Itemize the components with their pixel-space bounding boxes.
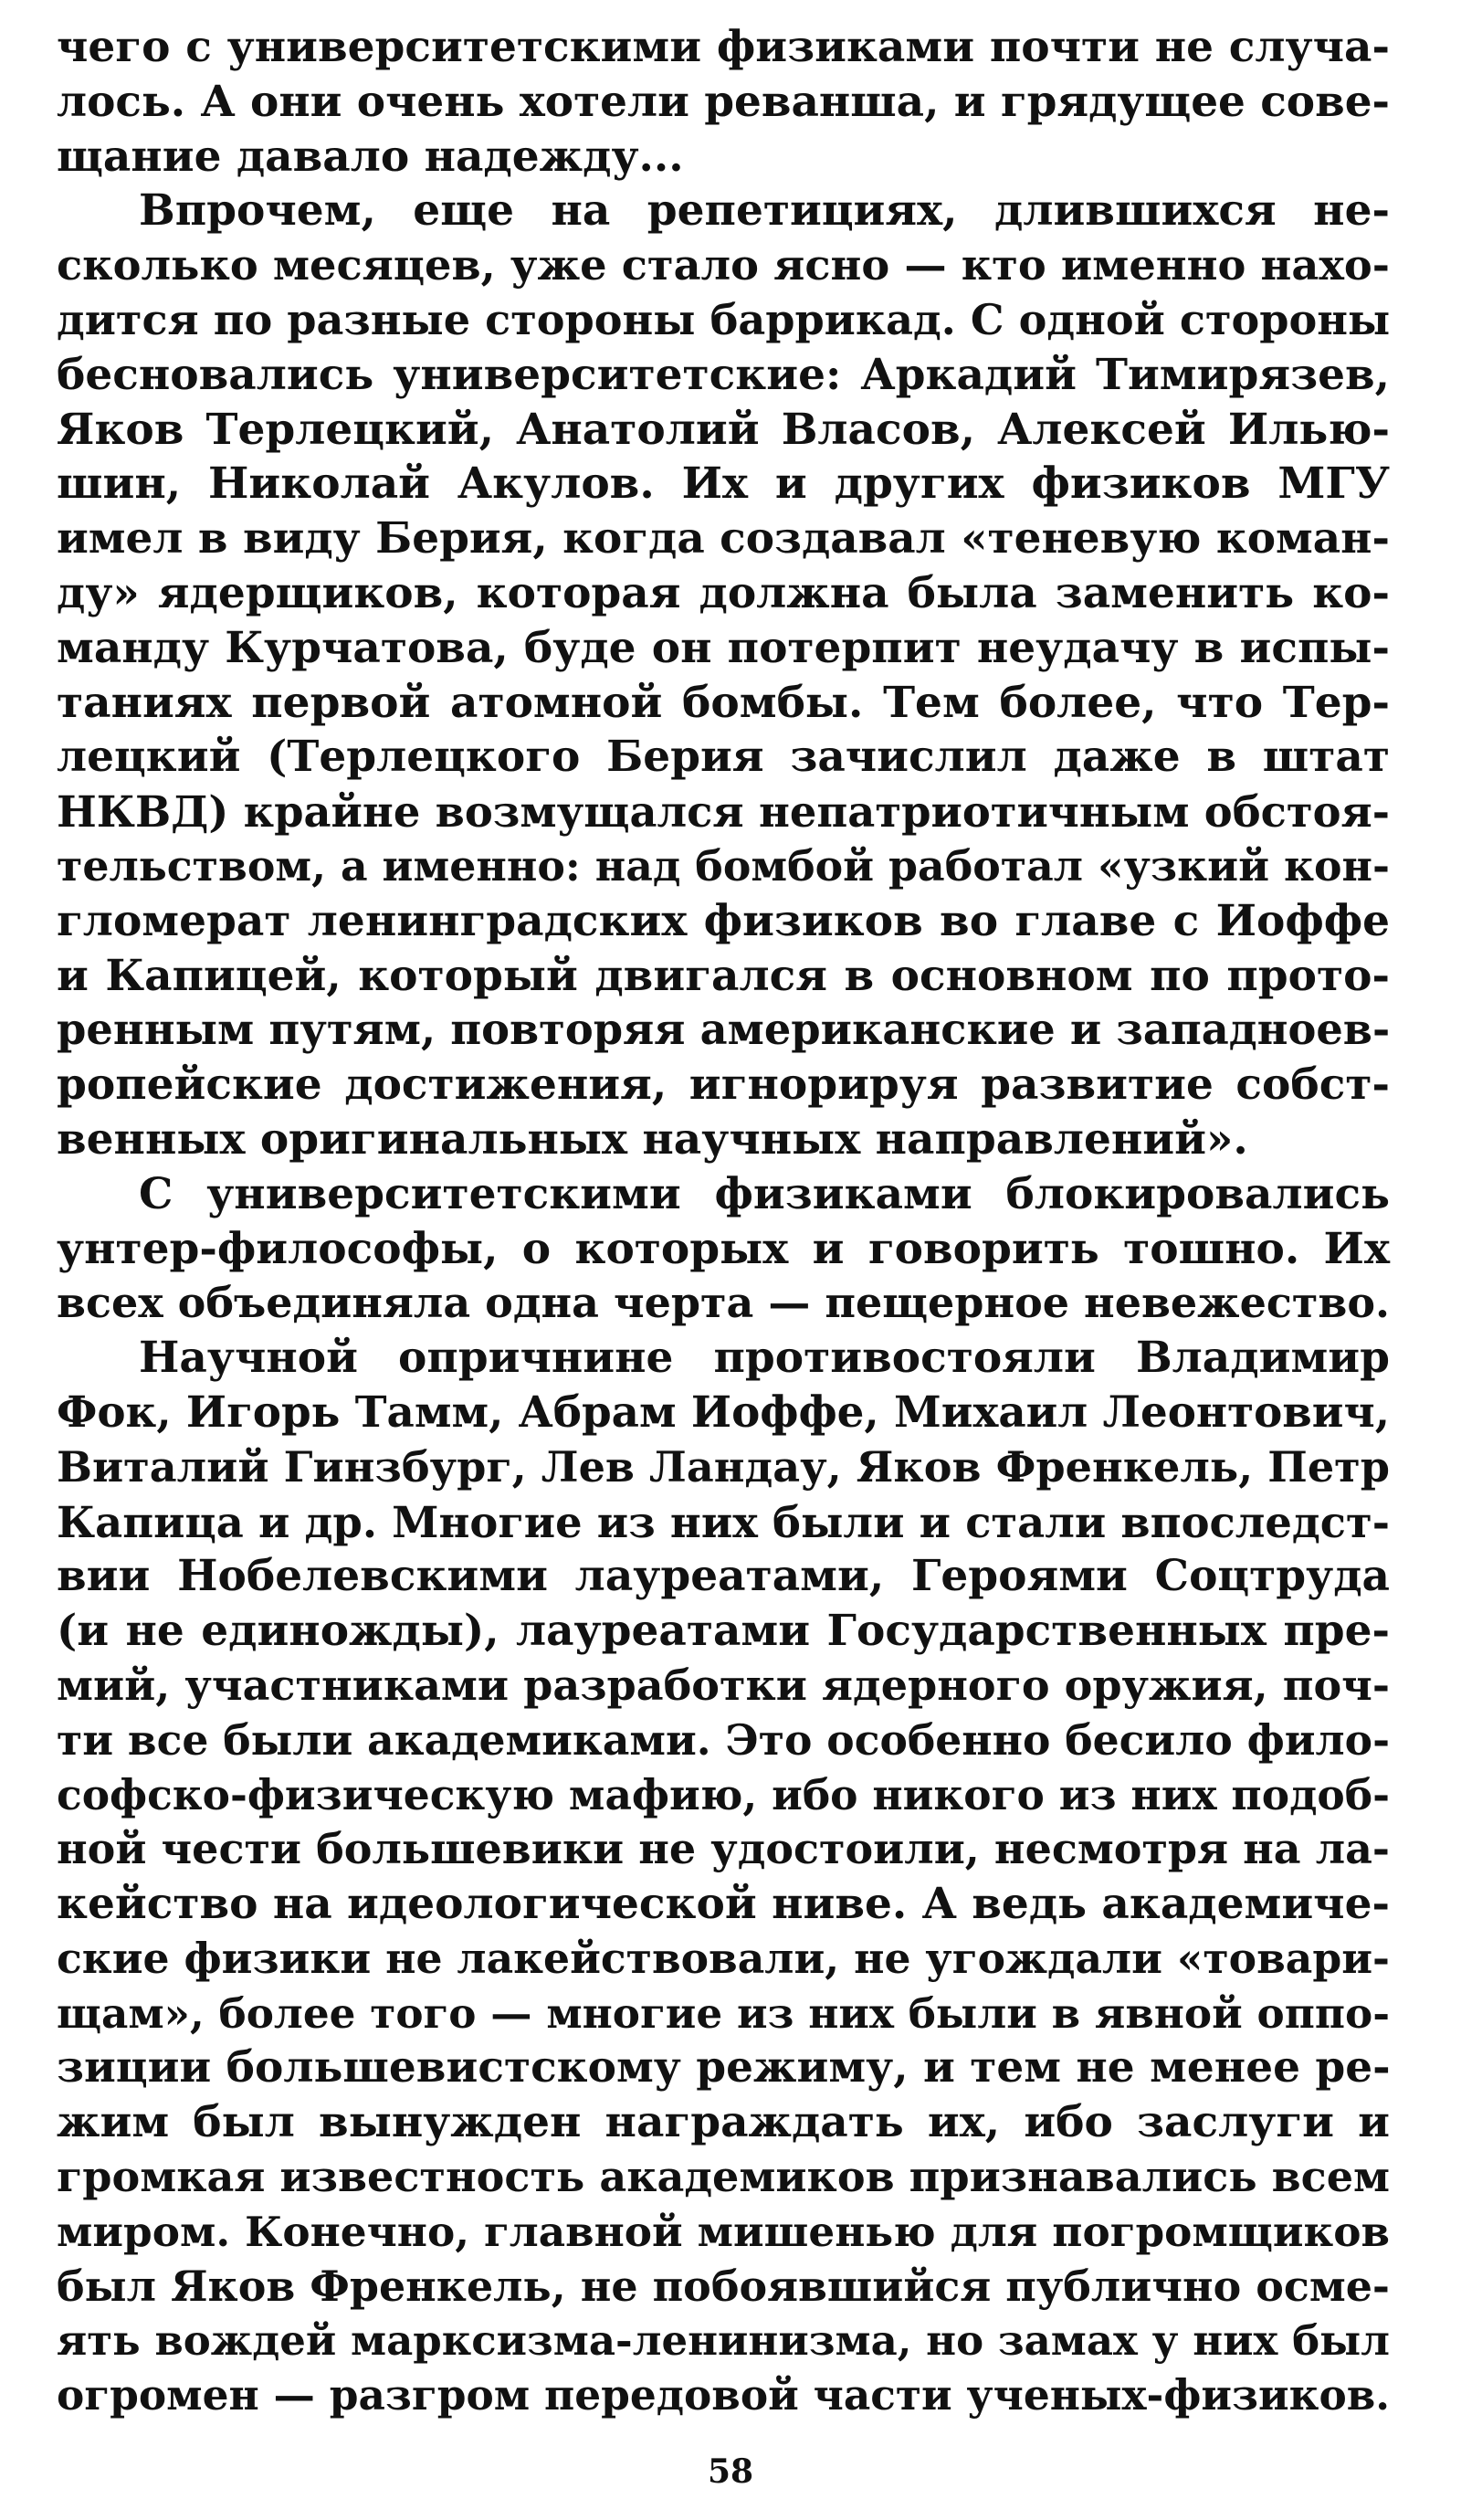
text-line: ренным путям, повторяя американские и западноев- xyxy=(57,1005,1391,1055)
page-number: 58 xyxy=(707,2452,754,2491)
text-line: Научной опричнине противостояли Владимир xyxy=(139,1333,1390,1384)
text-line: Капица и др. Многие из них были и стали впоследст- xyxy=(57,1496,1390,1547)
text-line: щание давало надежду... xyxy=(57,131,684,182)
paragraph-3 xyxy=(57,1167,1390,1331)
text-line: дится по разные стороны баррикад. С одной стороны xyxy=(57,294,1391,344)
text-line: Виталий Гинзбург, Лев Ландау, Яков Френкель, Петр xyxy=(57,1441,1390,1492)
text-line: Фок, Игорь Тамм, Абрам Иоффе, Михаил Леонтович, xyxy=(57,1387,1390,1438)
text-line: лось. А они очень хотели реванша, и грядущее сове- xyxy=(57,76,1391,127)
text-line: огромен — разгром передовой части ученых-физиков. xyxy=(57,2370,1391,2420)
text-line: ские физики не лакействовали, не угождали «товари- xyxy=(57,1933,1390,1983)
text-line: ропейские достижения, игнорируя развитие собст- xyxy=(57,1060,1390,1111)
text-line: громкая известность академиков признавались всем xyxy=(57,2152,1391,2202)
paragraph-1 xyxy=(57,20,1390,184)
text-line: манду Курчатова, буде он потерпит неудачу в испы- xyxy=(57,622,1390,673)
text-line: Яков Терлецкий, Анатолий Власов, Алексей Илью- xyxy=(57,404,1390,455)
text-line: жим был вынужден награждать их, ибо заслуги и xyxy=(57,2097,1390,2148)
text-line: сколько месяцев, уже стало ясно — кто именно нахо- xyxy=(57,240,1390,290)
text-line: НКВД) крайне возмущался непатриотичным обстоя- xyxy=(57,786,1390,838)
text-line: шин, Николай Акулов. Их и других физиков МГУ xyxy=(57,459,1390,510)
text-line: был Яков Френкель, не побоявшийся публично осме- xyxy=(57,2261,1390,2311)
text-line: вии Нобелевскими лауреатами, Героями Соцтруда xyxy=(57,1551,1390,1602)
text-line: таниях первой атомной бомбы. Тем более, что Тер- xyxy=(57,677,1390,728)
text-line: унтер-философы, о которых и говорить тошно. Их xyxy=(57,1223,1390,1274)
text-line: бесновались университетские: Аркадий Тимирязев, xyxy=(57,349,1390,400)
text-line: венных оригинальных научных направлений». xyxy=(57,1113,1248,1165)
text-line: щам», более того — многие из них были в явной оппо- xyxy=(57,1988,1390,2038)
text-line: зиции большевистскому режиму, и тем не менее ре- xyxy=(57,2042,1391,2093)
text-line: имел в виду Берия, когда создавал «теневую коман- xyxy=(57,513,1390,564)
text-line: миром. Конечно, главной мишенью для погромщиков xyxy=(57,2206,1390,2256)
text-line: всех объединяла одна черта — пещерное невежество. xyxy=(57,1278,1390,1328)
text-line: ду» ядерщиков, которая должна была заменить ко- xyxy=(57,567,1390,618)
text-line: (и не единожды), лауреатами Государственных пре- xyxy=(57,1606,1390,1657)
paragraph-2 xyxy=(57,184,1390,1166)
text-line: чего с университетскими физиками почти не случа- xyxy=(57,22,1390,72)
text-line: лецкий (Терлецкого Берия зачислил даже в штат xyxy=(57,732,1390,783)
text-line: ти все были академиками. Это особенно бесило фило- xyxy=(57,1714,1390,1765)
text-line: и Капицей, который двигался в основном по прото- xyxy=(57,950,1390,1001)
text-line: софско-физическую мафию, ибо никого из них подоб- xyxy=(57,1769,1390,1819)
paragraph-4 xyxy=(57,1331,1390,2423)
text-line: ять вождей марксизма-ленинизма, но замах у них был xyxy=(57,2316,1390,2366)
text-line: Впрочем, еще на репетициях, длившихся не- xyxy=(139,185,1390,237)
text-line: тельством, а именно: над бомбой работал «узкий кон- xyxy=(57,840,1391,891)
text-line: мий, участниками разработки ядерного оружия, поч- xyxy=(57,1660,1390,1710)
text-line: ной чести большевики не удостоили, несмотря на ла- xyxy=(57,1824,1390,1874)
text-line: гломерат ленинградских физиков во главе с Иоффе xyxy=(57,895,1390,946)
text-line: С университетскими физиками блокировались xyxy=(139,1168,1390,1219)
text-line: кейство на идеологической ниве. А ведь академиче- xyxy=(57,1879,1390,1930)
book-page xyxy=(57,20,1390,2423)
